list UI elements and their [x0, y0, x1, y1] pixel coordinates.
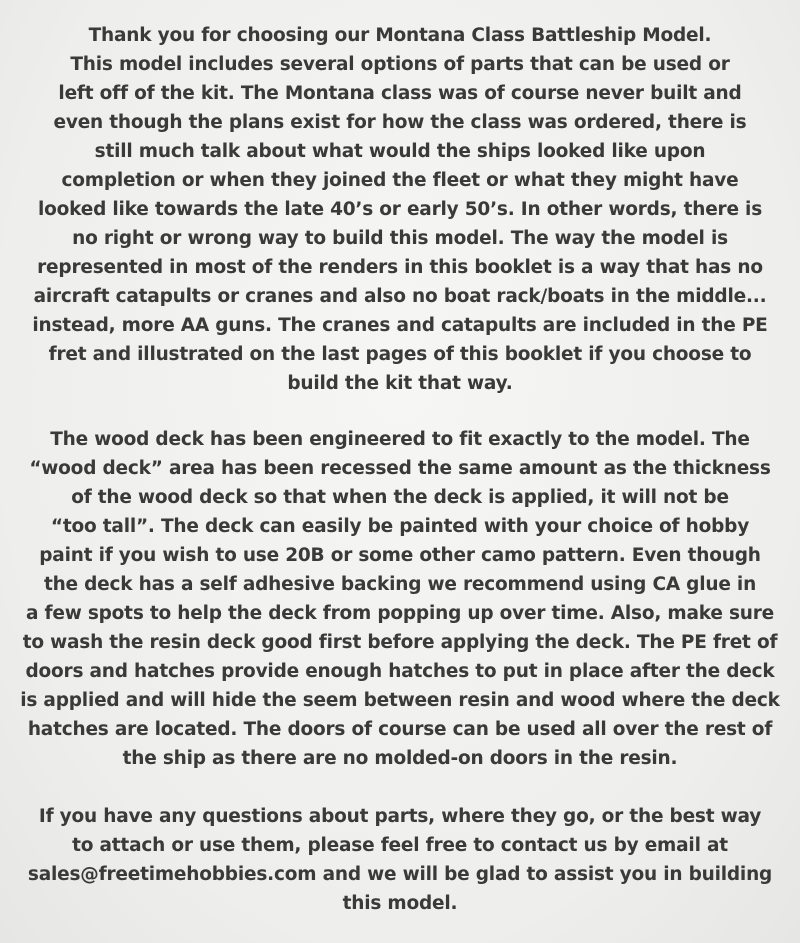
text-line: completion or when they joined the fleet or what they might have: [61, 170, 739, 191]
text-line: is applied and will hide the seem between resin and wood where the deck: [20, 690, 780, 711]
text-line: the ship as there are no molded-on doors in the resin.: [122, 748, 678, 769]
text-line: to wash the resin deck good first before applying the deck. The PE fret of: [22, 632, 778, 653]
text-line: hatches are located. The doors of course can be used all over the rest of: [27, 719, 773, 740]
text-line: Thank you for choosing our Montana Class Battleship Model.: [88, 25, 712, 46]
text-line: paint if you wish to use 20B or some other camo pattern. Even though: [39, 545, 761, 566]
text-line: this model.: [342, 893, 458, 914]
text-line: The wood deck has been engineered to fit exactly to the model. The: [50, 429, 750, 450]
text-line: This model includes several options of parts that can be used or: [70, 54, 730, 75]
text-line: left off of the kit. The Montana class was of course never built and: [58, 83, 742, 104]
text-line: aircraft catapults or cranes and also no boat rack/boats in the middle...: [33, 286, 767, 307]
text-line: represented in most of the renders in this booklet is a way that has no: [37, 257, 763, 278]
text-line: of the wood deck so that when the deck is applied, it will not be: [71, 487, 729, 508]
text-line: even though the plans exist for how the class was ordered, there is: [53, 112, 747, 133]
text-line: If you have any questions about parts, where they go, or the best way: [38, 806, 762, 827]
text-line: to attach or use them, please feel free to contact us by email at: [72, 835, 728, 856]
text-line: “wood deck” area has been recessed the same amount as the thickness: [29, 458, 771, 479]
text-line: sales@freetimehobbies.com and we will be glad to assist you in building: [27, 864, 773, 885]
intro-paragraph: [8, 21, 792, 398]
text-line: no right or wrong way to build this model. The way the model is: [72, 228, 728, 249]
text-line: a few spots to help the deck from popping up over time. Also, make sure: [25, 603, 775, 624]
text-line: the deck has a self adhesive backing we recommend using CA glue in: [43, 574, 757, 595]
text-line: looked like towards the late 40’s or early 50’s. In other words, there is: [37, 199, 763, 220]
text-line: build the kit that way.: [287, 373, 513, 394]
text-line: fret and illustrated on the last pages of this booklet if you choose to: [48, 344, 752, 365]
wood-deck-paragraph: [8, 425, 792, 773]
text-line: “too tall”. The deck can easily be painted with your choice of hobby: [50, 516, 750, 537]
contact-paragraph: [8, 802, 792, 918]
text-line: still much talk about what would the ships looked like upon: [94, 141, 706, 162]
text-line: doors and hatches provide enough hatches to put in place after the deck: [25, 661, 775, 682]
text-line: instead, more AA guns. The cranes and catapults are included in the PE: [32, 315, 768, 336]
